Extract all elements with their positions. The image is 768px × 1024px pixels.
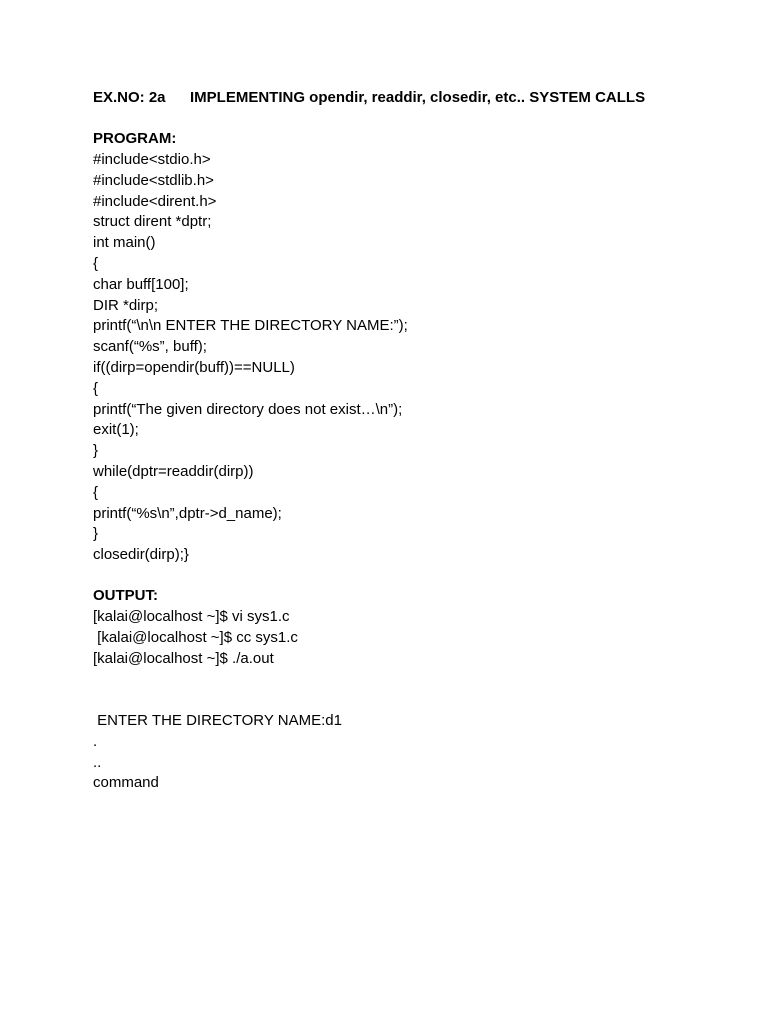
exercise-title: IMPLEMENTING opendir, readdir, closedir, etc.. SYSTEM CALLS [190, 89, 646, 106]
code-line: printf(“%s\n”,dptr->d_name); [93, 504, 282, 522]
code-line: int main() [93, 234, 156, 252]
code-line: } [93, 442, 99, 460]
exercise-number: EX.NO: 2a [93, 89, 166, 106]
command-line: [kalai@localhost ~]$ cc sys1.c [93, 628, 298, 646]
command-line: [kalai@localhost ~]$ ./a.out [93, 649, 274, 667]
output-line: command [93, 774, 159, 792]
code-line: printf(“\n\n ENTER THE DIRECTORY NAME:”); [93, 317, 408, 335]
code-line: { [93, 483, 99, 501]
code-line: { [93, 254, 99, 272]
code-line: while(dptr=readdir(dirp)) [93, 462, 254, 480]
code-line: printf(“The given directory does not exist…\n”); [93, 400, 403, 418]
output-line: . [93, 732, 98, 750]
output-result [93, 711, 342, 794]
code-line: if((dirp=opendir(buff))==NULL) [93, 358, 295, 376]
code-line: { [93, 379, 99, 397]
code-line: exit(1); [93, 421, 139, 439]
exercise-title-line [93, 88, 645, 109]
code-line: #include<stdio.h> [93, 151, 211, 168]
code-line: scanf(“%s”, buff); [93, 338, 207, 356]
program-code [93, 150, 408, 566]
code-line: } [93, 525, 99, 543]
code-line: char buff[100]; [93, 275, 189, 293]
output-commands [93, 607, 298, 669]
output-line: .. [93, 753, 102, 771]
output-heading: OUTPUT: [93, 587, 158, 604]
code-line: struct dirent *dptr; [93, 213, 212, 231]
output-line: ENTER THE DIRECTORY NAME:d1 [93, 712, 342, 729]
command-line: [kalai@localhost ~]$ vi sys1.c [93, 608, 290, 625]
code-line: DIR *dirp; [93, 296, 159, 314]
program-heading: PROGRAM: [93, 130, 177, 147]
code-line: #include<stdlib.h> [93, 171, 214, 189]
code-line: #include<dirent.h> [93, 192, 217, 210]
code-line: closedir(dirp);} [93, 546, 189, 564]
